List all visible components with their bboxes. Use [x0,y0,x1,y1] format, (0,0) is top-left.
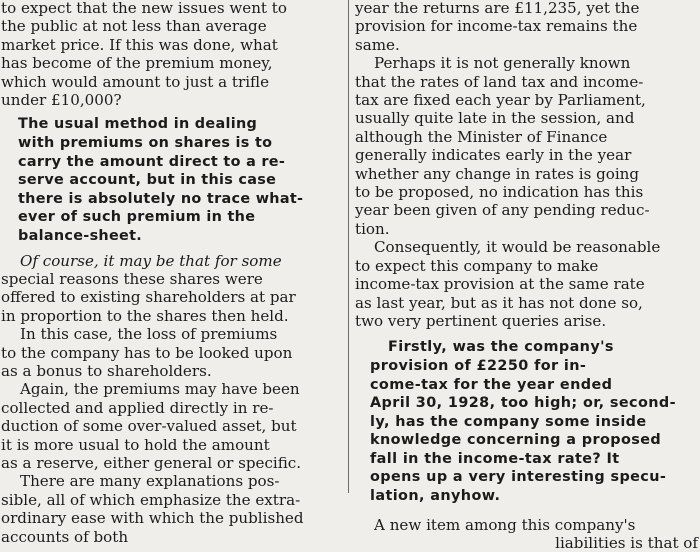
text-line: duction of some over-valued asset, but [1,417,297,436]
column-divider [348,0,349,493]
box-line: lation, anyhow. [370,488,501,505]
box-line: serve account, but in this case [18,172,277,189]
text-line: to the company has to be looked upon [1,343,293,362]
text-line: special reasons these shares were [1,270,263,288]
left-paragraph-5 [1,472,344,546]
box-line: The usual method in dealing [18,116,258,133]
left-paragraph-2 [1,252,344,326]
text-line: two very pertinent queries arise. [355,311,607,330]
text-line: A new item among this company's [374,515,636,534]
text-line: year the returns are £11,235, yet the [355,0,640,17]
text-line: collected and applied directly in re- [1,398,274,417]
left-paragraph-3 [1,325,344,380]
left-highlight-box [18,115,344,245]
box-line: April 30, 1928, too high; or, second- [370,395,676,412]
text-line: same. [355,35,400,54]
box-line: carry the amount direct to a re- [18,153,286,170]
text-line: Perhaps it is not generally known [374,54,631,73]
text-line: liabilities is that of [555,534,698,552]
text-line: as last year, but as it has not done so, [355,293,643,312]
text-line: ordinary ease with which the published [1,509,304,528]
text-line: provision for income-tax remains the [355,17,638,36]
box-line: with premiums on shares is to [18,135,273,152]
text-line: offered to existing shareholders at par [1,288,296,307]
box-line: fall in the income-tax rate? It [370,450,620,467]
text-line: although the Minister of Finance [355,127,608,146]
text-line: has become of the premium money, [1,54,273,73]
text-line: Consequently, it would be reasonable [374,238,661,257]
left-column [1,0,344,546]
text-line: generally indicates early in the year [355,146,632,165]
text-line: usually quite late in the session, and [355,109,635,128]
text-line: in proportion to the shares then held. [1,306,289,325]
text-line: to be proposed, no indication has this [355,183,644,202]
box-line: provision of £2250 for in- [370,357,587,374]
box-line: ly, has the company some inside [370,413,647,430]
text-line: under £10,000? [1,91,122,110]
box-line: balance-sheet. [18,228,143,244]
box-line: there is absolutely no trace what- [18,190,304,207]
text-line: that the rates of land tax and income- [355,72,644,91]
text-line: accounts of both [1,527,129,546]
text-line: Of course, it may be that for some [20,251,282,270]
text-line: to expect this company to make [355,256,599,275]
left-paragraph-1 [1,0,344,109]
right-paragraph-3 [355,238,698,330]
right-column [355,0,698,552]
right-paragraph-4 [355,516,698,552]
box-line: opens up a very interesting specu- [370,469,667,486]
box-line: Firstly, was the company's [388,339,614,356]
text-line: Again, the premiums may have been [20,380,300,399]
text-line: it is more usual to hold the amount [1,435,270,454]
text-line: tion. [355,219,390,238]
box-line: ever of such premium in the [18,209,256,226]
text-line: tax are fixed each year by Parliament, [355,91,646,110]
right-paragraph-1 [355,0,698,54]
text-line: as a bonus to shareholders. [1,362,212,381]
text-line: market price. If this was done, what [1,35,278,54]
text-line: income-tax provision at the same rate [355,275,645,294]
text-line: sible, all of which emphasize the extra- [1,490,301,509]
box-line: knowledge concerning a proposed [370,432,662,449]
text-line: as a reserve, either general or specific. [1,454,302,473]
text-line: the public at not less than average [1,17,267,36]
text-line: year been given of any pending reduc- [355,201,650,220]
left-paragraph-4 [1,380,344,472]
text-line: In this case, the loss of premiums [20,325,278,344]
box-line: come-tax for the year ended [370,376,613,393]
text-line: whether any change in rates is going [355,164,640,183]
text-line: There are many explanations pos- [20,472,280,491]
text-line: which would amount to just a trifle [1,72,270,91]
text-line: to expect that the new issues went to [1,0,287,17]
right-highlight-box [370,338,698,505]
right-paragraph-2 [355,54,698,238]
